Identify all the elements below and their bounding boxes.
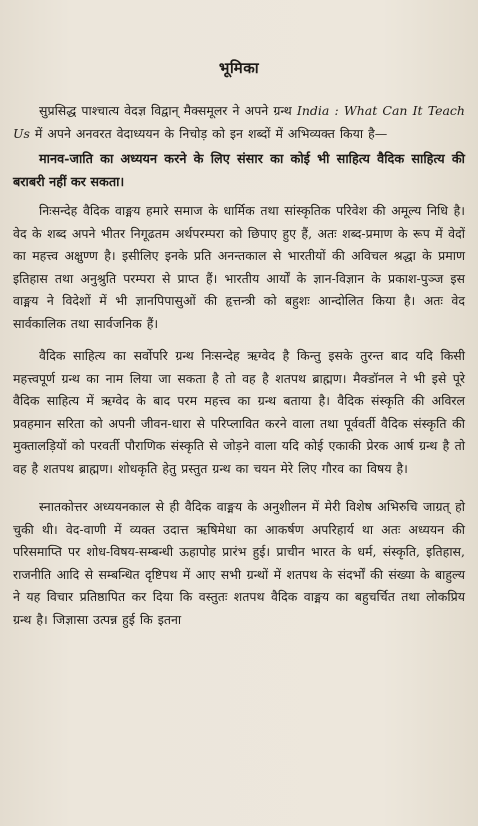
intro-paragraph xyxy=(13,100,465,145)
paragraph-research: स्नातकोत्तर अध्ययनकाल से ही वैदिक वाङ्मय के अनुशीलन में मेरी विशेष अभिरुचि जाग्रत् हो चुकी थी। वेद-वाणी में व्यक्त उदात्त ऋषिमेधा का आकर्षण अपरिहार्य था अतः अध्ययन की परिसमाप्ति पर शोध-विषय-सम्बन्धी ऊहापोह प्रारंभ हुई। प्राचीन भारत के धर्म, संस्कृति, इतिहास, राजनीति आदि से सम्बन्धित दृष्टिपथ में आए सभी ग्रन्थों में शतपथ के संदर्भों की संख्या के बाहुल्य ने यह विचार प्रतिष्ठापित कर दिया कि वस्तुतः शतपथ वैदिक वाङ्मय का बहुचर्चित तथा लोकप्रिय ग्रन्थ है। जिज्ञासा उत्पन्न हुई कि इतना xyxy=(13,499,465,627)
page-title: भूमिका xyxy=(218,59,260,77)
book-title: India : What Can It Teach Us xyxy=(13,103,465,141)
paragraph-vedic-literature: निःसन्देह वैदिक वाङ्मय हमारे समाज के धार्मिक तथा सांस्कृतिक परिवेश की अमूल्य निधि है। वेद के शब्द अपने भीतर निगूढतम अर्थपरम्परा को छिपाए हुए हैं, अतः शब्द-प्रमाण के रूप में वेदों का महत्त्व अक्षुण्ण है। इसीलिए इनके प्रति अनन्तकाल से भारतीयों की अविचल श्रद्धा के प्रमाण इतिहास तथा अनुश्रुति परम्परा से प्राप्त हैं। भारतीय आर्यों के ज्ञान-विज्ञान के प्रकाश-पुञ्ज इस वाङ्मय ने विदेशों में भी ज्ञानपिपासुओं की हृत्तन्त्री को बहुशः आन्दोलित किया है। अतः वेद सार्वकालिक तथा सार्वजनिक हैं। xyxy=(13,203,465,331)
intro-text-before: सुप्रसिद्ध पाश्चात्य वेदज्ञ विद्वान् मैक्समूलर ने अपने ग्रन्थ xyxy=(39,103,297,118)
intro-text-after: में अपने अनवरत वेदाध्ययन के निचोड़ को इन शब्दों में अभिव्यक्त किया है— xyxy=(29,125,388,141)
quotation: मानव-जाति का अध्ययन करने के लिए संसार का कोई भी साहित्य वैदिक साहित्य की बराबरी नहीं कर सकता। xyxy=(13,152,465,190)
paragraph-shatapatha: वैदिक साहित्य का सर्वोपरि ग्रन्थ निःसन्देह ऋग्वेद है किन्तु इसके तुरन्त बाद यदि किसी महत्त्वपूर्ण ग्रन्थ का नाम लिया जा सकता है तो वह है शतपथ ब्राह्मण। मैक्डॉनल ने भी इसे पूरे वैदिक साहित्य में ऋग्वेद के बाद परम महत्त्व का ग्रन्थ बताया है। वैदिक संस्कृति की अविरल प्रवहमान सरिता को अपनी जीवन-धारा से परिप्लावित करने वाला तथा पूर्ववर्ती वैदिक संस्कृति की मुक्तालड़ियों को परवर्ती पौराणिक संस्कृति से जोड़ने वाला यदि कोई एकाकी प्रेरक आर्ष ग्रन्थ है तो वह है शतपथ ब्राह्मण। शोधकृति हेतु प्रस्तुत ग्रन्थ का चयन मेरे लिए गौरव का विषय है। xyxy=(13,348,465,476)
